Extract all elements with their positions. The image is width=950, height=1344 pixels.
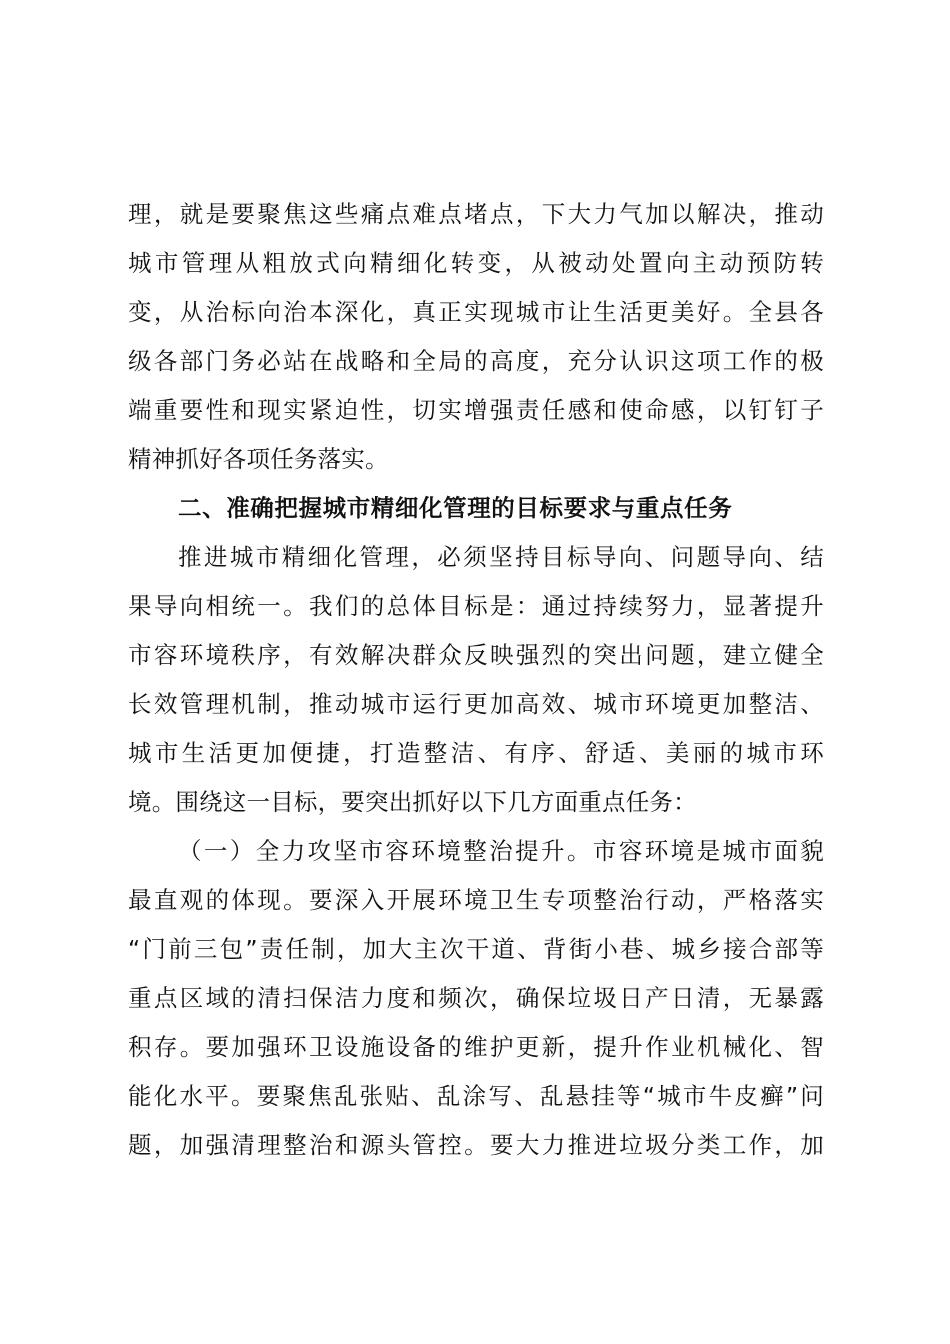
text-line: 市容环境秩序，有效解决群众反映强烈的突出问题，建立健全 <box>128 641 824 669</box>
section-heading: 二、准确把握城市精细化管理的目标要求与重点任务 <box>178 494 733 522</box>
text-line: 积存。要加强环卫设施设备的维护更新，提升作业机械化、智 <box>128 1033 824 1061</box>
text-line: 理，就是要聚焦这些痛点难点堵点，下大力气加以解决，推动 <box>128 200 824 228</box>
text-line: 果导向相统一。我们的总体目标是：通过持续努力，显著提升 <box>128 592 824 620</box>
text-line: “门前三包”责任制，加大主次干道、背街小巷、城乡接合部等 <box>128 935 824 963</box>
text-line: 境。围绕这一目标，要突出抓好以下几方面重点任务： <box>128 788 697 816</box>
text-line: 能化水平。要聚焦乱张贴、乱涂写、乱悬挂等“城市牛皮癣”问 <box>128 1082 824 1110</box>
text-line: 最直观的体现。要深入开展环境卫生专项整治行动，严格落实 <box>128 886 824 914</box>
text-line: 题，加强清理整治和源头管控。要大力推进垃圾分类工作，加 <box>128 1131 824 1159</box>
text-line: 级各部门务必站在战略和全局的高度，充分认识这项工作的极 <box>128 347 824 375</box>
text-line: 推进城市精细化管理，必须坚持目标导向、问题导向、结 <box>178 543 824 571</box>
text-line: （一）全力攻坚市容环境整治提升。市容环境是城市面貌 <box>178 837 824 865</box>
text-line: 精神抓好各项任务落实。 <box>128 445 389 473</box>
text-line: 城市生活更加便捷，打造整洁、有序、舒适、美丽的城市环 <box>128 739 824 767</box>
text-line: 长效管理机制，推动城市运行更加高效、城市环境更加整洁、 <box>128 690 824 718</box>
text-line: 变，从治标向治本深化，真正实现城市让生活更美好。全县各 <box>128 298 824 326</box>
text-line: 端重要性和现实紧迫性，切实增强责任感和使命感，以钉钉子 <box>128 396 824 424</box>
text-line: 重点区域的清扫保洁力度和频次，确保垃圾日产日清，无暴露 <box>128 984 824 1012</box>
text-line: 城市管理从粗放式向精细化转变，从被动处置向主动预防转 <box>128 249 824 277</box>
